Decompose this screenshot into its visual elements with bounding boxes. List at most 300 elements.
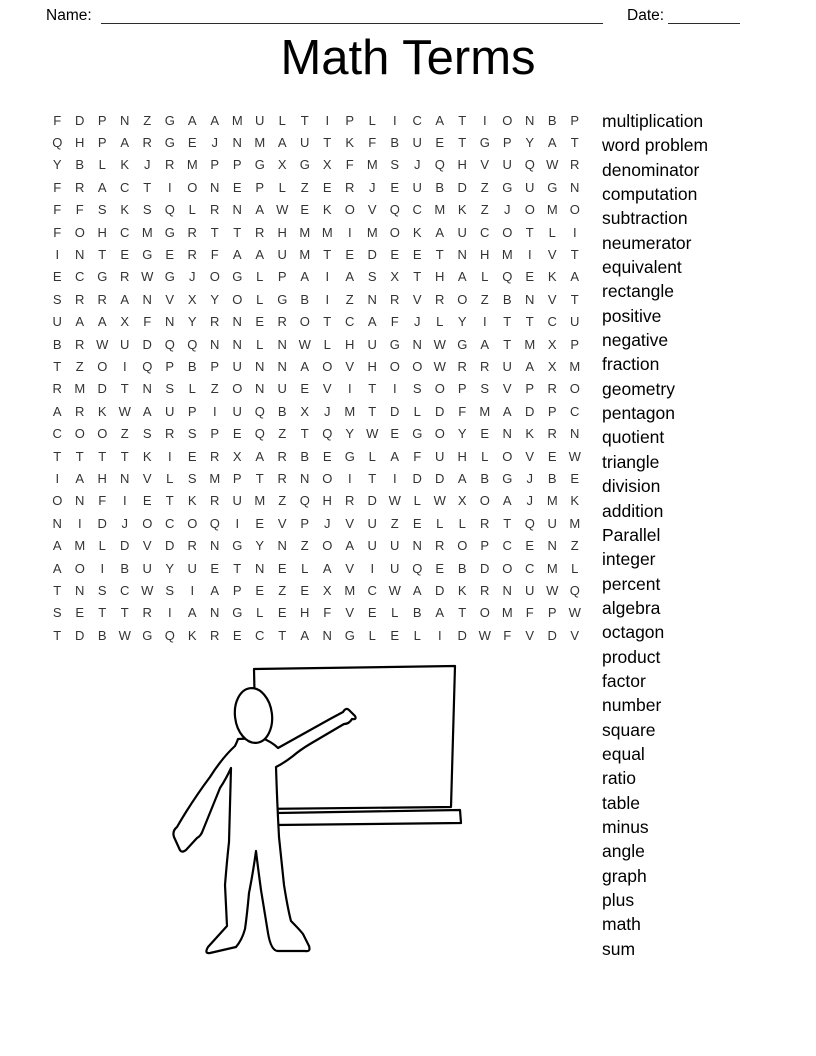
grid-letter[interactable]: U — [232, 403, 242, 419]
grid-letter[interactable]: L — [436, 515, 444, 531]
grid-letter[interactable]: A — [210, 582, 220, 598]
grid-letter[interactable]: I — [167, 179, 172, 195]
grid-letter[interactable]: W — [546, 157, 559, 173]
grid-letter[interactable]: J — [144, 157, 151, 173]
grid-letter[interactable]: L — [548, 224, 556, 240]
grid-letter[interactable]: O — [502, 448, 513, 464]
grid-letter[interactable]: B — [97, 627, 107, 643]
grid-letter[interactable]: H — [97, 470, 107, 486]
grid-letter[interactable]: T — [210, 224, 219, 240]
grid-letter[interactable]: N — [457, 247, 467, 263]
grid-letter[interactable]: U — [232, 493, 242, 509]
grid-letter[interactable]: S — [187, 426, 197, 442]
grid-letter[interactable]: R — [210, 448, 220, 464]
grid-letter[interactable]: N — [525, 112, 535, 128]
grid-letter[interactable]: T — [525, 314, 534, 330]
grid-letter[interactable]: J — [324, 403, 331, 419]
grid-letter[interactable]: L — [278, 112, 286, 128]
grid-letter[interactable]: E — [120, 247, 130, 263]
grid-letter[interactable]: T — [458, 112, 467, 128]
grid-letter[interactable]: Y — [525, 135, 535, 151]
grid-letter[interactable]: C — [367, 582, 377, 598]
grid-letter[interactable]: N — [210, 336, 220, 352]
grid-letter[interactable]: W — [568, 605, 581, 621]
grid-letter[interactable]: U — [367, 336, 377, 352]
grid-letter[interactable]: D — [75, 112, 85, 128]
grid-letter[interactable]: E — [300, 202, 310, 218]
grid-letter[interactable]: A — [300, 627, 310, 643]
grid-letter[interactable]: T — [300, 426, 309, 442]
grid-letter[interactable]: I — [212, 403, 217, 419]
grid-letter[interactable]: Y — [457, 426, 467, 442]
grid-letter[interactable]: X — [547, 336, 557, 352]
grid-letter[interactable]: M — [366, 224, 378, 240]
grid-letter[interactable]: P — [502, 135, 512, 151]
grid-letter[interactable]: F — [53, 224, 62, 240]
grid-letter[interactable]: M — [299, 247, 311, 263]
grid-letter[interactable]: W — [433, 493, 446, 509]
grid-letter[interactable]: P — [232, 470, 242, 486]
grid-letter[interactable]: C — [255, 627, 265, 643]
grid-letter[interactable]: I — [167, 605, 172, 621]
grid-letter[interactable]: L — [481, 269, 489, 285]
grid-letter[interactable]: N — [210, 179, 220, 195]
grid-letter[interactable]: S — [367, 269, 377, 285]
grid-letter[interactable]: I — [437, 627, 442, 643]
grid-letter[interactable]: T — [120, 448, 129, 464]
grid-letter[interactable]: Z — [210, 381, 219, 397]
grid-letter[interactable]: P — [345, 112, 355, 128]
grid-letter[interactable]: R — [120, 269, 130, 285]
grid-letter[interactable]: Q — [502, 269, 513, 285]
grid-letter[interactable]: T — [120, 605, 129, 621]
grid-letter[interactable]: V — [525, 448, 535, 464]
grid-letter[interactable]: R — [52, 381, 62, 397]
grid-letter[interactable]: R — [390, 291, 400, 307]
grid-letter[interactable]: Z — [345, 291, 354, 307]
grid-letter[interactable]: A — [345, 269, 355, 285]
grid-letter[interactable]: A — [232, 247, 242, 263]
grid-letter[interactable]: A — [142, 403, 152, 419]
grid-letter[interactable]: A — [210, 112, 220, 128]
grid-letter[interactable]: S — [142, 426, 152, 442]
grid-letter[interactable]: M — [186, 157, 198, 173]
grid-letter[interactable]: I — [392, 112, 397, 128]
grid-letter[interactable]: A — [502, 493, 512, 509]
grid-letter[interactable]: R — [142, 135, 152, 151]
grid-letter[interactable]: U — [367, 515, 377, 531]
grid-letter[interactable]: T — [233, 560, 242, 576]
grid-letter[interactable]: A — [52, 538, 62, 554]
grid-letter[interactable]: N — [210, 605, 220, 621]
grid-letter[interactable]: R — [75, 403, 85, 419]
grid-letter[interactable]: C — [120, 179, 130, 195]
grid-letter[interactable]: I — [347, 224, 352, 240]
grid-letter[interactable]: V — [142, 470, 152, 486]
grid-letter[interactable]: F — [143, 314, 152, 330]
grid-letter[interactable]: U — [277, 381, 287, 397]
grid-letter[interactable]: L — [301, 560, 309, 576]
grid-letter[interactable]: O — [524, 202, 535, 218]
grid-letter[interactable]: T — [323, 135, 332, 151]
grid-letter[interactable]: G — [164, 224, 175, 240]
grid-letter[interactable]: T — [323, 247, 332, 263]
grid-letter[interactable]: Z — [480, 291, 489, 307]
grid-letter[interactable]: N — [75, 493, 85, 509]
grid-letter[interactable]: G — [254, 157, 265, 173]
grid-letter[interactable]: T — [300, 112, 309, 128]
grid-letter[interactable]: N — [142, 291, 152, 307]
grid-letter[interactable]: P — [277, 269, 287, 285]
grid-letter[interactable]: F — [390, 314, 399, 330]
grid-letter[interactable]: S — [412, 381, 422, 397]
grid-letter[interactable]: G — [232, 269, 243, 285]
grid-letter[interactable]: Q — [142, 358, 153, 374]
grid-letter[interactable]: A — [322, 560, 332, 576]
grid-letter[interactable]: E — [525, 538, 535, 554]
grid-letter[interactable]: I — [167, 448, 172, 464]
grid-letter[interactable]: E — [187, 448, 197, 464]
grid-letter[interactable]: R — [277, 314, 287, 330]
grid-letter[interactable]: D — [97, 381, 107, 397]
grid-letter[interactable]: A — [120, 291, 130, 307]
grid-letter[interactable]: U — [367, 538, 377, 554]
grid-letter[interactable]: I — [527, 247, 532, 263]
grid-letter[interactable]: S — [52, 291, 62, 307]
grid-letter[interactable]: L — [413, 627, 421, 643]
grid-letter[interactable]: L — [481, 448, 489, 464]
grid-letter[interactable]: N — [322, 627, 332, 643]
grid-letter[interactable]: G — [389, 336, 400, 352]
grid-letter[interactable]: L — [256, 269, 264, 285]
grid-letter[interactable]: B — [435, 179, 445, 195]
grid-letter[interactable]: N — [277, 538, 287, 554]
grid-letter[interactable]: A — [300, 269, 310, 285]
grid-letter[interactable]: P — [300, 515, 310, 531]
grid-letter[interactable]: G — [344, 627, 355, 643]
grid-letter[interactable]: B — [547, 112, 557, 128]
grid-letter[interactable]: G — [502, 179, 513, 195]
grid-letter[interactable]: R — [97, 291, 107, 307]
grid-letter[interactable]: Q — [569, 582, 580, 598]
grid-letter[interactable]: A — [390, 448, 400, 464]
grid-letter[interactable]: Q — [52, 135, 63, 151]
grid-letter[interactable]: L — [188, 381, 196, 397]
grid-letter[interactable]: D — [435, 582, 445, 598]
grid-letter[interactable]: M — [366, 157, 378, 173]
grid-letter[interactable]: Z — [75, 358, 84, 374]
grid-letter[interactable]: E — [322, 179, 332, 195]
grid-letter[interactable]: P — [525, 381, 535, 397]
grid-letter[interactable]: I — [77, 515, 82, 531]
grid-letter[interactable]: N — [75, 582, 85, 598]
grid-letter[interactable]: J — [414, 157, 421, 173]
grid-letter[interactable]: L — [98, 538, 106, 554]
grid-letter[interactable]: G — [457, 336, 468, 352]
grid-letter[interactable]: A — [187, 112, 197, 128]
grid-letter[interactable]: R — [165, 426, 175, 442]
grid-letter[interactable]: L — [368, 627, 376, 643]
grid-letter[interactable]: L — [368, 112, 376, 128]
grid-letter[interactable]: E — [255, 314, 265, 330]
grid-letter[interactable]: Q — [322, 426, 333, 442]
grid-letter[interactable]: L — [413, 493, 421, 509]
grid-letter[interactable]: B — [120, 560, 130, 576]
grid-letter[interactable]: M — [546, 493, 558, 509]
grid-letter[interactable]: J — [189, 269, 196, 285]
grid-letter[interactable]: E — [232, 627, 242, 643]
grid-letter[interactable]: V — [570, 627, 580, 643]
grid-letter[interactable]: U — [52, 314, 62, 330]
grid-letter[interactable]: R — [187, 224, 197, 240]
grid-letter[interactable]: M — [141, 224, 153, 240]
grid-letter[interactable]: B — [480, 470, 490, 486]
grid-letter[interactable]: G — [277, 291, 288, 307]
grid-letter[interactable]: L — [413, 403, 421, 419]
grid-letter[interactable]: D — [547, 627, 557, 643]
grid-letter[interactable]: R — [345, 179, 355, 195]
grid-letter[interactable]: T — [233, 224, 242, 240]
grid-letter[interactable]: R — [187, 538, 197, 554]
grid-letter[interactable]: O — [52, 493, 63, 509]
grid-letter[interactable]: H — [457, 157, 467, 173]
grid-letter[interactable]: C — [52, 426, 62, 442]
grid-letter[interactable]: Z — [278, 426, 287, 442]
grid-letter[interactable]: Y — [52, 157, 62, 173]
grid-letter[interactable]: E — [435, 135, 445, 151]
grid-letter[interactable]: R — [480, 515, 490, 531]
grid-letter[interactable]: R — [480, 582, 490, 598]
grid-letter[interactable]: R — [255, 224, 265, 240]
grid-letter[interactable]: Q — [299, 493, 310, 509]
grid-letter[interactable]: Q — [209, 515, 220, 531]
grid-letter[interactable]: B — [52, 336, 62, 352]
grid-letter[interactable]: O — [389, 224, 400, 240]
grid-letter[interactable]: X — [232, 448, 242, 464]
grid-letter[interactable]: L — [256, 291, 264, 307]
grid-letter[interactable]: O — [74, 560, 85, 576]
grid-letter[interactable]: E — [232, 426, 242, 442]
grid-letter[interactable]: T — [368, 381, 377, 397]
word-search-grid[interactable] — [46, 109, 586, 646]
grid-letter[interactable]: W — [366, 426, 379, 442]
grid-letter[interactable]: A — [255, 247, 265, 263]
grid-letter[interactable]: H — [97, 224, 107, 240]
grid-letter[interactable]: X — [300, 403, 310, 419]
grid-letter[interactable]: K — [457, 202, 467, 218]
grid-letter[interactable]: I — [370, 560, 375, 576]
grid-letter[interactable]: T — [458, 605, 467, 621]
grid-letter[interactable]: A — [547, 135, 557, 151]
grid-letter[interactable]: A — [435, 605, 445, 621]
grid-letter[interactable]: Z — [480, 202, 489, 218]
grid-letter[interactable]: O — [502, 560, 513, 576]
grid-letter[interactable]: L — [98, 157, 106, 173]
grid-letter[interactable]: C — [75, 269, 85, 285]
grid-letter[interactable]: J — [526, 470, 533, 486]
grid-letter[interactable]: S — [165, 582, 175, 598]
grid-letter[interactable]: N — [570, 179, 580, 195]
grid-letter[interactable]: W — [478, 627, 491, 643]
grid-letter[interactable]: K — [120, 202, 130, 218]
grid-letter[interactable]: K — [547, 269, 557, 285]
grid-letter[interactable]: N — [255, 560, 265, 576]
grid-letter[interactable]: R — [277, 448, 287, 464]
grid-letter[interactable]: E — [412, 247, 422, 263]
grid-letter[interactable]: O — [569, 202, 580, 218]
grid-letter[interactable]: T — [255, 470, 264, 486]
grid-letter[interactable]: N — [367, 291, 377, 307]
grid-letter[interactable]: J — [504, 202, 511, 218]
grid-letter[interactable]: K — [322, 202, 332, 218]
grid-letter[interactable]: R — [210, 627, 220, 643]
grid-letter[interactable]: V — [525, 627, 535, 643]
grid-letter[interactable]: R — [75, 291, 85, 307]
grid-letter[interactable]: L — [368, 448, 376, 464]
grid-letter[interactable]: J — [211, 135, 218, 151]
grid-letter[interactable]: N — [277, 336, 287, 352]
grid-letter[interactable]: M — [321, 224, 333, 240]
grid-letter[interactable]: Y — [210, 291, 220, 307]
grid-letter[interactable]: O — [322, 358, 333, 374]
grid-letter[interactable]: M — [479, 403, 491, 419]
grid-letter[interactable]: T — [98, 605, 107, 621]
grid-letter[interactable]: E — [435, 560, 445, 576]
grid-letter[interactable]: C — [165, 515, 175, 531]
grid-letter[interactable]: V — [165, 291, 175, 307]
grid-letter[interactable]: L — [256, 336, 264, 352]
grid-letter[interactable]: T — [98, 448, 107, 464]
grid-letter[interactable]: U — [390, 538, 400, 554]
grid-letter[interactable]: Y — [457, 314, 467, 330]
grid-letter[interactable]: S — [390, 157, 400, 173]
grid-letter[interactable]: D — [165, 538, 175, 554]
grid-letter[interactable]: R — [547, 426, 557, 442]
grid-letter[interactable]: E — [322, 448, 332, 464]
grid-letter[interactable]: I — [482, 314, 487, 330]
grid-letter[interactable]: N — [210, 538, 220, 554]
grid-letter[interactable]: N — [412, 538, 422, 554]
grid-letter[interactable]: T — [503, 314, 512, 330]
grid-letter[interactable]: T — [503, 515, 512, 531]
grid-letter[interactable]: O — [322, 538, 333, 554]
grid-letter[interactable]: C — [345, 314, 355, 330]
grid-letter[interactable]: E — [142, 493, 152, 509]
grid-letter[interactable]: A — [367, 314, 377, 330]
grid-letter[interactable]: L — [323, 336, 331, 352]
grid-letter[interactable]: M — [344, 403, 356, 419]
grid-letter[interactable]: R — [75, 179, 85, 195]
grid-letter[interactable]: P — [232, 582, 242, 598]
grid-letter[interactable]: Z — [300, 538, 309, 554]
grid-letter[interactable]: N — [232, 202, 242, 218]
grid-letter[interactable]: R — [345, 493, 355, 509]
grid-letter[interactable]: H — [300, 605, 310, 621]
grid-letter[interactable]: V — [480, 157, 490, 173]
grid-letter[interactable]: E — [187, 135, 197, 151]
grid-letter[interactable]: C — [412, 112, 422, 128]
grid-letter[interactable]: H — [345, 336, 355, 352]
grid-letter[interactable]: S — [97, 582, 107, 598]
grid-letter[interactable]: I — [325, 269, 330, 285]
grid-letter[interactable]: O — [74, 426, 85, 442]
grid-letter[interactable]: R — [570, 157, 580, 173]
grid-letter[interactable]: E — [232, 179, 242, 195]
grid-letter[interactable]: M — [546, 202, 558, 218]
grid-letter[interactable]: O — [299, 314, 310, 330]
grid-letter[interactable]: O — [457, 291, 468, 307]
grid-letter[interactable]: N — [165, 314, 175, 330]
grid-letter[interactable]: E — [570, 470, 580, 486]
grid-letter[interactable]: W — [433, 336, 446, 352]
grid-letter[interactable]: E — [277, 560, 287, 576]
grid-letter[interactable]: T — [413, 269, 422, 285]
grid-letter[interactable]: N — [75, 247, 85, 263]
grid-letter[interactable]: G — [344, 448, 355, 464]
grid-letter[interactable]: U — [412, 135, 422, 151]
grid-letter[interactable]: N — [300, 470, 310, 486]
grid-letter[interactable]: O — [344, 202, 355, 218]
grid-letter[interactable]: G — [164, 112, 175, 128]
grid-letter[interactable]: P — [165, 358, 175, 374]
grid-letter[interactable]: O — [412, 358, 423, 374]
grid-letter[interactable]: M — [501, 247, 513, 263]
grid-letter[interactable]: J — [369, 179, 376, 195]
grid-letter[interactable]: V — [547, 291, 557, 307]
grid-letter[interactable]: E — [525, 269, 535, 285]
grid-letter[interactable]: A — [75, 470, 85, 486]
grid-letter[interactable]: T — [98, 247, 107, 263]
grid-letter[interactable]: Q — [187, 336, 198, 352]
grid-letter[interactable]: F — [53, 112, 62, 128]
grid-letter[interactable]: C — [547, 314, 557, 330]
grid-letter[interactable]: E — [300, 381, 310, 397]
grid-letter[interactable]: M — [299, 224, 311, 240]
grid-letter[interactable]: E — [390, 627, 400, 643]
grid-letter[interactable]: M — [501, 605, 513, 621]
grid-letter[interactable]: E — [367, 605, 377, 621]
grid-letter[interactable]: X — [547, 358, 557, 374]
grid-letter[interactable]: T — [503, 336, 512, 352]
grid-letter[interactable]: E — [412, 515, 422, 531]
grid-letter[interactable]: C — [480, 224, 490, 240]
grid-letter[interactable]: I — [122, 493, 127, 509]
grid-letter[interactable]: F — [525, 605, 534, 621]
grid-letter[interactable]: K — [457, 582, 467, 598]
grid-letter[interactable]: M — [231, 112, 243, 128]
grid-letter[interactable]: D — [97, 515, 107, 531]
grid-letter[interactable]: S — [165, 381, 175, 397]
grid-letter[interactable]: A — [480, 336, 490, 352]
grid-letter[interactable]: E — [75, 605, 85, 621]
grid-letter[interactable]: I — [235, 515, 240, 531]
grid-letter[interactable]: M — [254, 135, 266, 151]
grid-letter[interactable]: U — [187, 560, 197, 576]
grid-letter[interactable]: T — [570, 135, 579, 151]
grid-letter[interactable]: D — [412, 470, 422, 486]
grid-letter[interactable]: R — [435, 538, 445, 554]
grid-letter[interactable]: I — [325, 291, 330, 307]
grid-letter[interactable]: E — [277, 605, 287, 621]
grid-letter[interactable]: X — [120, 314, 130, 330]
grid-letter[interactable]: D — [367, 493, 377, 509]
grid-letter[interactable]: G — [502, 470, 513, 486]
grid-letter[interactable]: U — [300, 135, 310, 151]
grid-letter[interactable]: N — [502, 582, 512, 598]
grid-letter[interactable]: G — [164, 135, 175, 151]
grid-letter[interactable]: E — [300, 582, 310, 598]
grid-letter[interactable]: V — [502, 381, 512, 397]
